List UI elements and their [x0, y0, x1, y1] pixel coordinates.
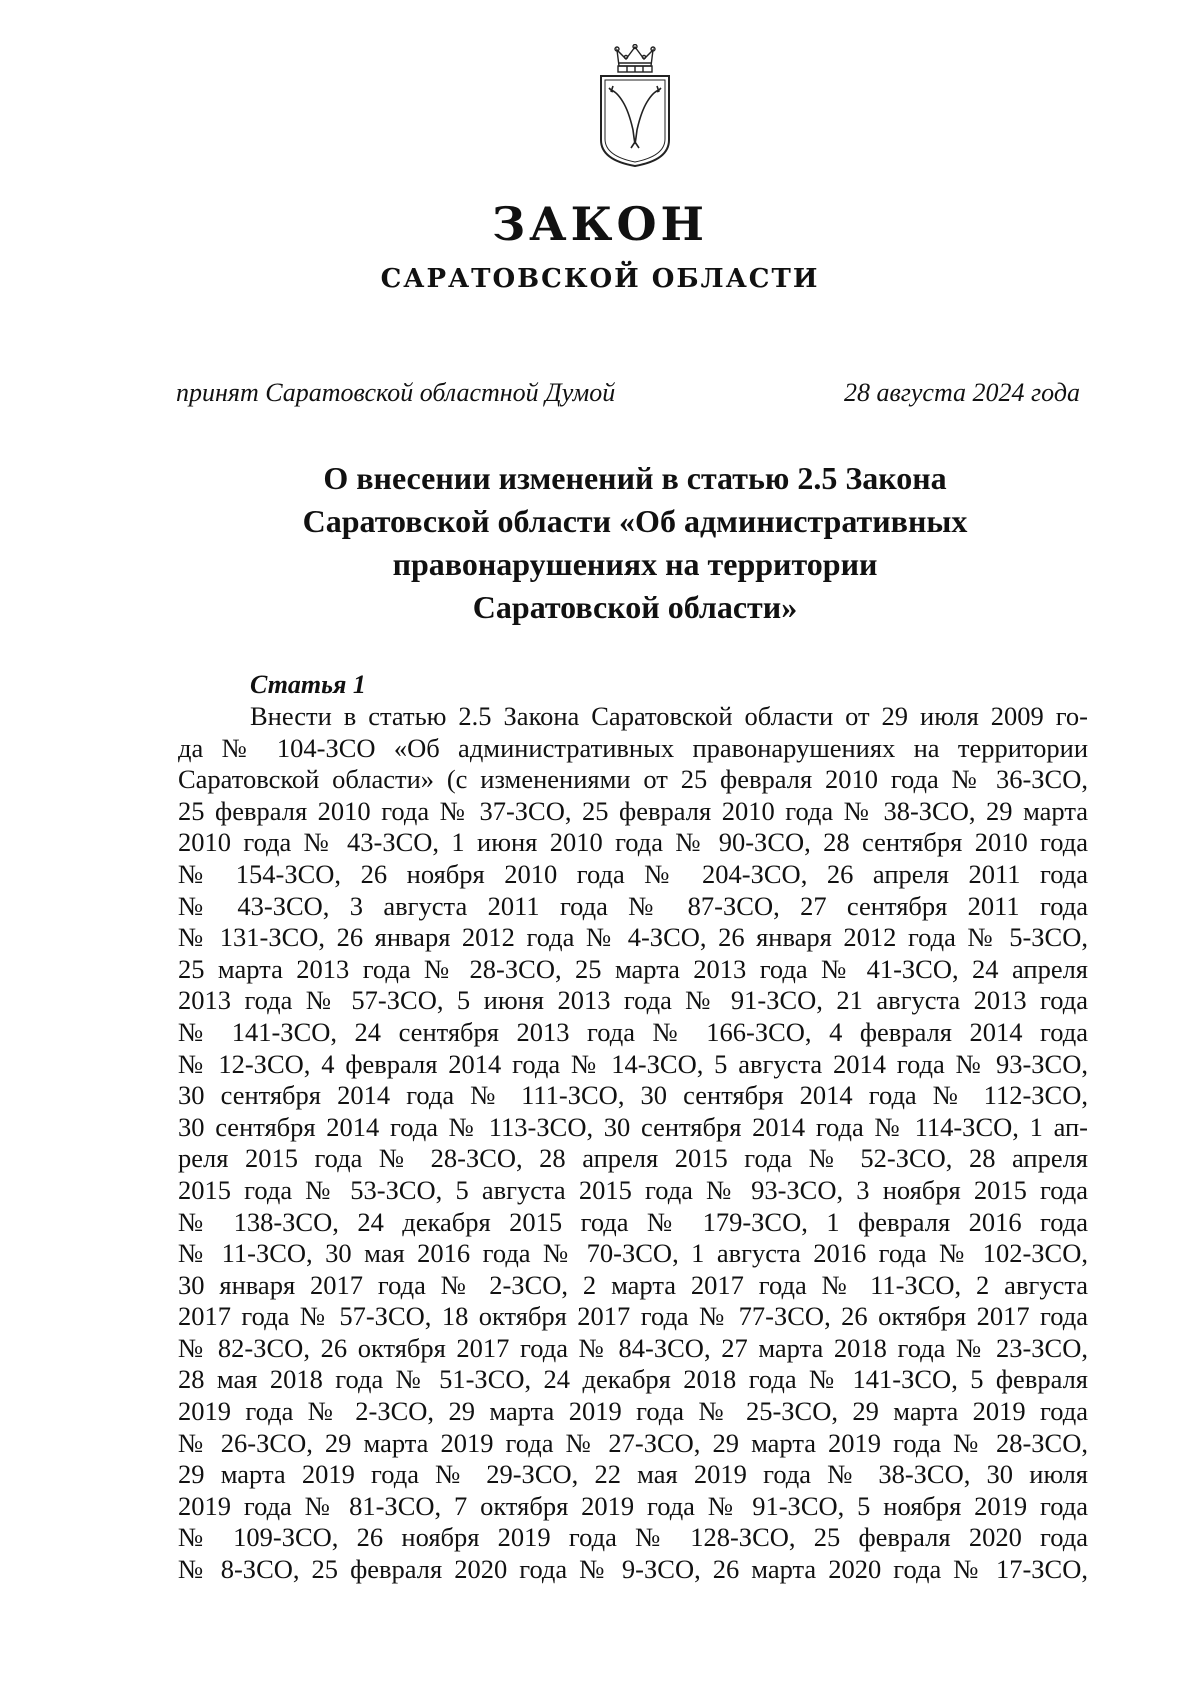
body-line: № 82-ЗСО, 26 октября 2017 года № 84-ЗСО, 27 марта 2018 года № 23-ЗСО, [178, 1332, 1088, 1363]
heading-line: О внесении изменений в статью 2.5 Закона [323, 460, 947, 496]
document-heading [200, 457, 1070, 629]
body-line: 30 сентября 2014 года № 113-ЗСО, 30 сентября 2014 года № 114-ЗСО, 1 ап- [178, 1111, 1088, 1142]
body-line: 25 марта 2013 года № 28-ЗСО, 25 марта 2013 года № 41-ЗСО, 24 апреля [178, 953, 1088, 984]
body-line: 2013 года № 57-ЗСО, 5 июня 2013 года № 91-ЗСО, 21 августа 2013 года [178, 985, 1088, 1016]
adopted-by-text: принят Саратовской областной Думой [176, 378, 616, 407]
body-line: № 11-ЗСО, 30 мая 2016 года № 70-ЗСО, 1 августа 2016 года № 102-ЗСО, [178, 1238, 1088, 1269]
body-line: 2010 года № 43-ЗСО, 1 июня 2010 года № 90-ЗСО, 28 сентября 2010 года [178, 827, 1088, 858]
body-line: 30 января 2017 года № 2-ЗСО, 2 марта 2017 года № 11-ЗСО, 2 августа [178, 1269, 1088, 1300]
body-line: № 43-ЗСО, 3 августа 2011 года № 87-ЗСО, 27 сентября 2011 года [178, 890, 1088, 921]
body-line: 28 мая 2018 года № 51-ЗСО, 24 декабря 2018 года № 141-ЗСО, 5 февраля [178, 1364, 1088, 1395]
heading-line: Саратовской области «Об административных [302, 503, 968, 539]
body-line: да № 104-ЗСО «Об административных правонарушениях на территории [178, 732, 1088, 763]
body-line: 30 сентября 2014 года № 111-ЗСО, 30 сентября 2014 года № 112-ЗСО, [178, 1080, 1088, 1111]
body-line: 2019 года № 81-ЗСО, 7 октября 2019 года № 91-ЗСО, 5 ноября 2019 года [178, 1490, 1088, 1521]
body-line: 2015 года № 53-ЗСО, 5 августа 2015 года № 93-ЗСО, 3 ноября 2015 года [178, 1174, 1088, 1205]
adoption-date: 28 августа 2024 года [843, 378, 1080, 407]
body-line: Внести в статью 2.5 Закона Саратовской области от 29 июля 2009 го- [250, 701, 1088, 731]
body-line: реля 2015 года № 28-ЗСО, 28 апреля 2015 года № 52-ЗСО, 28 апреля [178, 1143, 1088, 1174]
body-line: 2017 года № 57-ЗСО, 18 октября 2017 года № 77-ЗСО, 26 октября 2017 года [178, 1301, 1088, 1332]
body-line: № 8-ЗСО, 25 февраля 2020 года № 9-ЗСО, 26 марта 2020 года № 17-ЗСО, [178, 1554, 1088, 1585]
body-line: 2019 года № 2-ЗСО, 29 марта 2019 года № 25-ЗСО, 29 марта 2019 года [178, 1396, 1088, 1427]
body-line: № 138-ЗСО, 24 декабря 2015 года № 179-ЗСО, 1 февраля 2016 года [178, 1206, 1088, 1237]
saratov-oblast-coat-of-arms-icon [597, 44, 673, 168]
body-line: № 26-ЗСО, 29 марта 2019 года № 27-ЗСО, 29 марта 2019 года № 28-ЗСО, [178, 1427, 1088, 1458]
body-line: 29 марта 2019 года № 29-ЗСО, 22 мая 2019 года № 38-ЗСО, 30 июля [178, 1459, 1088, 1490]
body-line: Саратовской области» (с изменениями от 25 февраля 2010 года № 36-ЗСО, [178, 764, 1088, 795]
article-body [178, 701, 1088, 1586]
article-title: Статья 1 [250, 670, 366, 699]
body-line: № 141-ЗСО, 24 сентября 2013 года № 166-ЗСО, 4 февраля 2014 года [178, 1016, 1088, 1047]
law-title: ЗАКОН [491, 197, 709, 251]
body-line: № 131-ЗСО, 26 января 2012 года № 4-ЗСО, 26 января 2012 года № 5-ЗСО, [178, 922, 1088, 953]
law-subtitle: САРАТОВСКОЙ ОБЛАСТИ [380, 264, 820, 294]
body-line: № 12-ЗСО, 4 февраля 2014 года № 14-ЗСО, 5 августа 2014 года № 93-ЗСО, [178, 1048, 1088, 1079]
body-line: № 109-ЗСО, 26 ноября 2019 года № 128-ЗСО, 25 февраля 2020 года [178, 1522, 1088, 1553]
body-line: 25 февраля 2010 года № 37-ЗСО, 25 февраля 2010 года № 38-ЗСО, 29 марта [178, 795, 1088, 826]
body-line: № 154-ЗСО, 26 ноября 2010 года № 204-ЗСО, 26 апреля 2011 года [178, 858, 1088, 889]
heading-line: правонарушениях на территории [392, 546, 878, 582]
heading-line: Саратовской области» [472, 589, 798, 625]
